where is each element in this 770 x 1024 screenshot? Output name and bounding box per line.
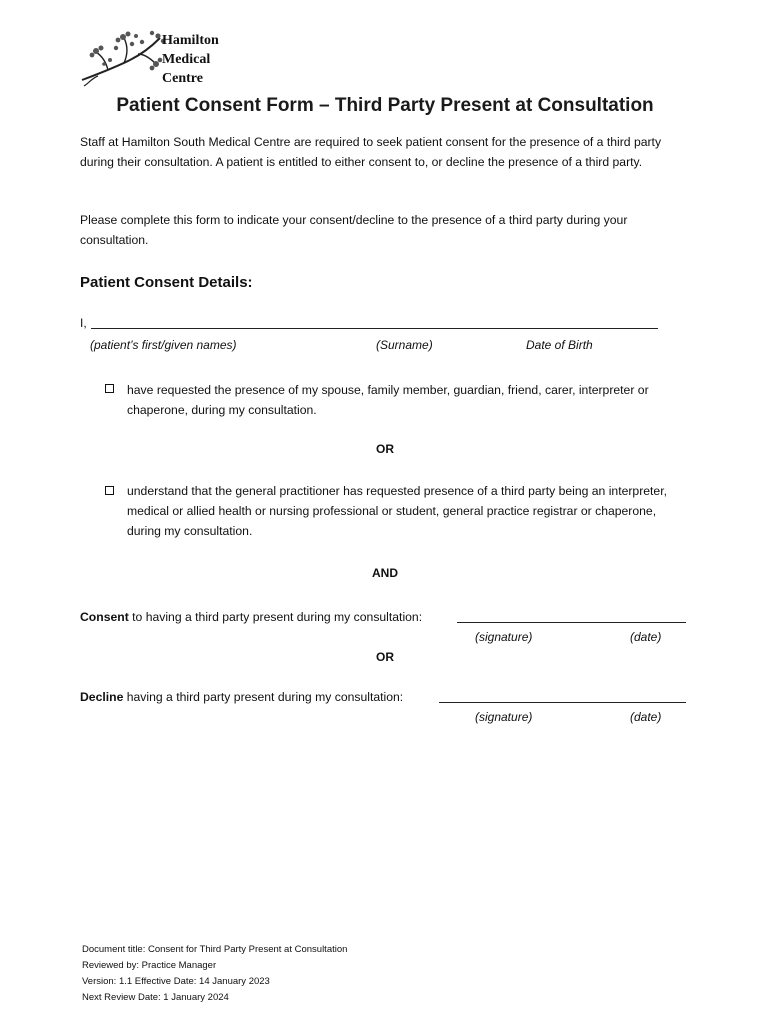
name-fill-line[interactable] xyxy=(91,328,658,329)
decline-text: having a third party present during my consultation: xyxy=(126,690,404,704)
or-separator-2: OR xyxy=(376,650,394,664)
and-separator: AND xyxy=(372,566,398,580)
decline-date-caption: (date) xyxy=(630,710,662,724)
footer-version: Version: 1.1 Effective Date: 14 January 2023 xyxy=(82,976,270,987)
name-prefix: I, xyxy=(80,316,87,330)
document-footer xyxy=(82,942,347,1006)
decline-signature-caption: (signature) xyxy=(475,710,533,724)
footer-reviewed-by: Reviewed by: Practice Manager xyxy=(82,960,217,971)
footer-doc-title: Document title: Consent for Third Party Present at Consultation xyxy=(82,944,348,955)
option1-text: have requested the presence of my spouse, family member, guardian, friend, carer, interpreter or chaperone, during my consultation. xyxy=(127,383,649,417)
tree-branch-logo-icon xyxy=(78,24,168,88)
consent-label: Consent xyxy=(80,610,129,624)
intro-paragraph-2: Please complete this form to indicate your consent/decline to the presence of a third party during your consultation. xyxy=(80,213,628,247)
consent-signature-caption: (signature) xyxy=(475,630,533,644)
caption-given-names: (patient’s first/given names) xyxy=(90,338,237,352)
consent-statement xyxy=(80,610,422,624)
consent-date-caption: (date) xyxy=(630,630,662,644)
form-title: Patient Consent Form – Third Party Present at Consultation xyxy=(116,95,654,116)
section-heading: Patient Consent Details: xyxy=(80,274,253,291)
option2-checkbox[interactable] xyxy=(105,486,114,495)
decline-label: Decline xyxy=(80,690,124,704)
logo-line-1: Hamilton xyxy=(162,33,219,48)
decline-statement xyxy=(80,690,403,704)
decline-signature-line[interactable] xyxy=(439,702,686,703)
option1-checkbox[interactable] xyxy=(105,384,114,393)
logo-line-2: Medical xyxy=(162,52,211,67)
footer-next-review: Next Review Date: 1 January 2024 xyxy=(82,992,229,1003)
logo-line-3: Centre xyxy=(162,71,203,86)
consent-signature-line[interactable] xyxy=(457,622,686,623)
consent-text: to having a third party present during my consultation: xyxy=(132,610,423,624)
or-separator-1: OR xyxy=(376,442,394,456)
intro-paragraph-1: Staff at Hamilton South Medical Centre are required to seek patient consent for the presence of a third party during their consultation. A patient is entitled to either consent to, or decline the presence of a third party. xyxy=(80,135,662,169)
option2-text: understand that the general practitioner has requested presence of a third party being an interpreter, medical or allied health or nursing professional or student, general practice registrar or chaperone, during my consultation. xyxy=(127,484,667,538)
caption-date-of-birth: Date of Birth xyxy=(526,338,593,352)
hamilton-medical-centre-logo xyxy=(78,24,248,88)
name-line xyxy=(80,316,87,330)
caption-surname: (Surname) xyxy=(376,338,433,352)
logo-wordmark xyxy=(162,31,219,88)
